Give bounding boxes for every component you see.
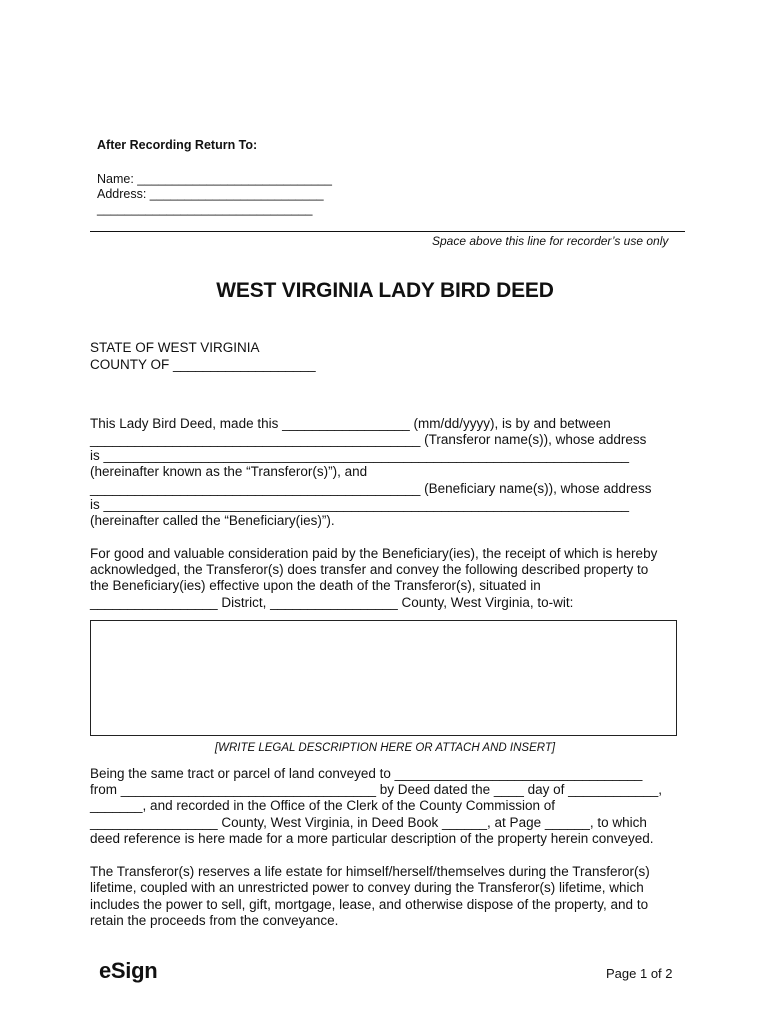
return-name-field[interactable]: Name: ____________________________ xyxy=(97,172,332,186)
beneficiary-defined-text: (hereinafter called the “Beneficiary(ies)”). xyxy=(90,513,335,528)
beneficiary-name-line[interactable]: ____________________________________________ (Beneficiary name(s)), whose address xyxy=(90,481,652,496)
beneficiary-address-line[interactable]: is ______________________________________________________________________ xyxy=(90,497,630,512)
deed-date-line[interactable]: This Lady Bird Deed, made this _________________ (mm/dd/yyyy), is by and between xyxy=(90,416,611,431)
state-label: STATE OF WEST VIRGINIA xyxy=(90,340,260,355)
deed-book-line[interactable]: _________________ County, West Virginia, in Deed Book ______, at Page ______, to which xyxy=(90,815,647,830)
conveyed-to-line[interactable]: Being the same tract or parcel of land conveyed to _________________________________ xyxy=(90,766,643,781)
county-field[interactable]: COUNTY OF ___________________ xyxy=(90,357,316,372)
return-address-field[interactable]: Address: _________________________ xyxy=(97,187,324,201)
life-estate-line-1: The Transferor(s) reserves a life estate for himself/herself/themselves during the Transferor(s) xyxy=(90,864,650,879)
esign-logo: eSign xyxy=(99,958,158,983)
consideration-line-3: the Beneficiary(ies) effective upon the death of the Transferor(s), situated in xyxy=(90,578,541,593)
recorder-note: Space above this line for recorder’s use only xyxy=(432,234,669,248)
page-number: Page 1 of 2 xyxy=(606,966,673,981)
deed-dated-line[interactable]: from __________________________________ by Deed dated the ____ day of ____________, xyxy=(90,782,663,797)
deed-reference-line: deed reference is here made for a more particular description of the property herein conveyed. xyxy=(90,831,654,846)
transferor-defined-text: (hereinafter known as the “Transferor(s)”), and xyxy=(90,464,368,479)
return-address-extra-field[interactable]: _______________________________ xyxy=(97,202,313,216)
document-title: WEST VIRGINIA LADY BIRD DEED xyxy=(216,279,554,302)
life-estate-line-4: retain the proceeds from the conveyance. xyxy=(90,913,339,928)
legal-description-caption: [WRITE LEGAL DESCRIPTION HERE OR ATTACH AND INSERT] xyxy=(214,742,556,754)
return-to-label: After Recording Return To: xyxy=(97,138,258,152)
recorded-office-line[interactable]: _______, and recorded in the Office of the Clerk of the County Commission of xyxy=(90,798,556,813)
transferor-address-line[interactable]: is ______________________________________________________________________ xyxy=(90,448,630,463)
consideration-line-1: For good and valuable consideration paid by the Beneficiary(ies), the receipt of which is hereby xyxy=(90,546,658,561)
consideration-line-2: acknowledged, the Transferor(s) does transfer and convey the following described property to xyxy=(90,562,649,577)
recorder-divider xyxy=(90,231,685,232)
district-county-line[interactable]: _________________ District, _________________ County, West Virginia, to-wit: xyxy=(90,595,574,610)
life-estate-line-2: lifetime, coupled with an unrestricted power to convey during the Transferor(s) lifetime, which xyxy=(90,880,644,895)
life-estate-line-3: includes the power to sell, gift, mortgage, lease, and otherwise dispose of the property, and to xyxy=(90,897,649,912)
transferor-name-line[interactable]: ____________________________________________ (Transferor name(s)), whose address xyxy=(90,432,647,447)
legal-description-box[interactable] xyxy=(90,620,677,736)
